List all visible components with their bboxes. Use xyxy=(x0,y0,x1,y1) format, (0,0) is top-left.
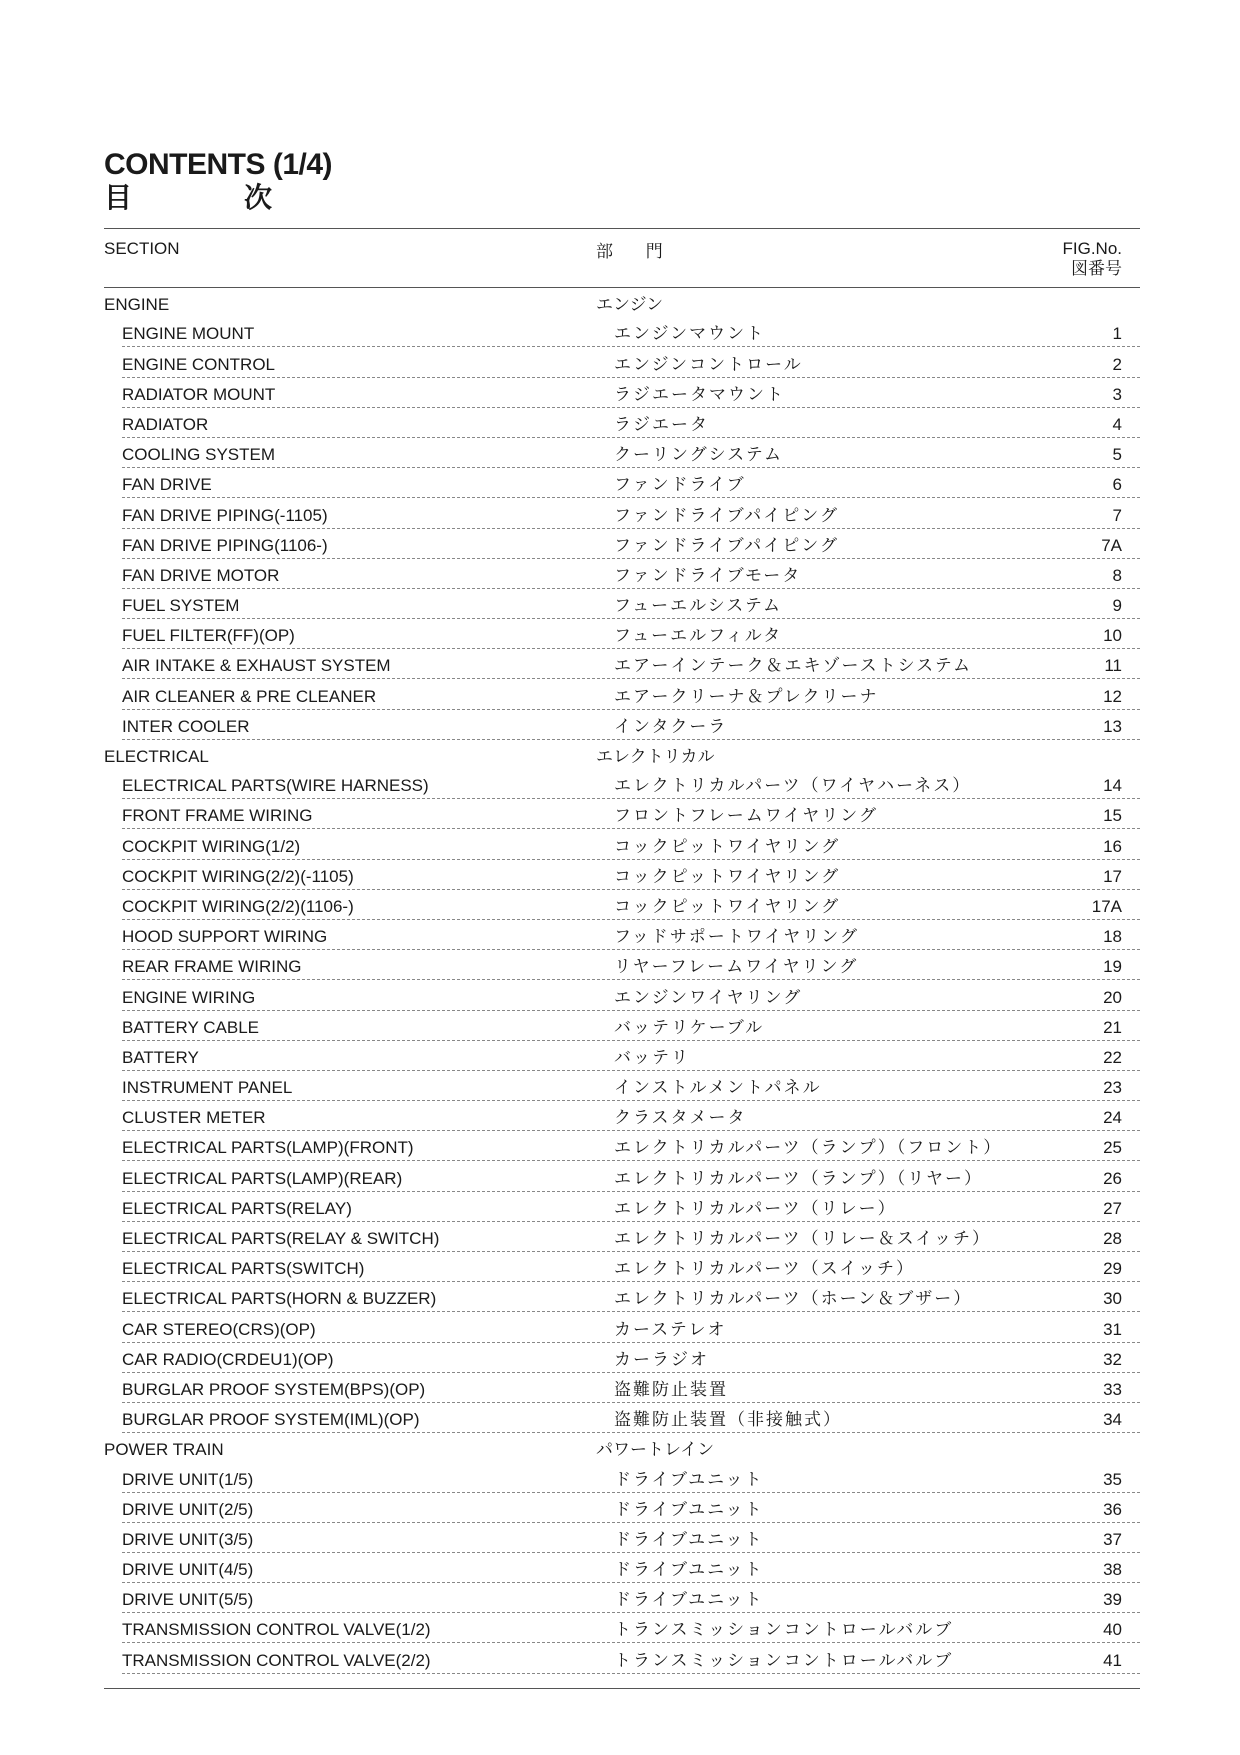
item-title: ENGINE MOUNT xyxy=(122,324,255,344)
item-fig-number: 3 xyxy=(1112,384,1122,404)
contents-item xyxy=(122,529,1140,559)
contents-item xyxy=(122,559,1140,589)
item-title-jp: ファンドライブパイピング xyxy=(614,535,839,555)
item-fig-number: 30 xyxy=(1103,1289,1122,1309)
contents-item xyxy=(122,860,1140,890)
item-title-jp: コックピットワイヤリング xyxy=(614,836,841,856)
item-title-jp: カーラジオ xyxy=(614,1349,709,1369)
item-title-jp: ラジエータ xyxy=(614,414,709,434)
item-title: BATTERY CABLE xyxy=(122,1017,259,1037)
item-fig-number: 11 xyxy=(1104,656,1122,676)
item-title: FRONT FRAME WIRING xyxy=(122,806,313,826)
item-title-jp: ファンドライブパイピング xyxy=(614,505,839,525)
item-title: FUEL FILTER(FF)(OP) xyxy=(122,626,295,646)
item-fig-number: 16 xyxy=(1103,836,1122,856)
contents-item xyxy=(122,378,1140,408)
category-title-jp: エンジン xyxy=(596,295,664,315)
item-title-jp: バッテリ xyxy=(614,1047,690,1067)
contents-item xyxy=(122,769,1140,799)
item-title-jp: ラジエータマウント xyxy=(614,384,785,404)
contents-item xyxy=(122,890,1140,920)
item-fig-number: 17 xyxy=(1103,866,1122,886)
item-fig-number: 7 xyxy=(1112,505,1122,525)
category-title-jp: パワートレイン xyxy=(596,1440,715,1460)
contents-item xyxy=(122,829,1140,859)
item-title-jp: フロントフレームワイヤリング xyxy=(614,806,878,826)
item-title-jp: 盗難防止装置 xyxy=(614,1379,728,1399)
item-title-jp: トランスミッションコントロールバルブ xyxy=(614,1650,954,1670)
item-fig-number: 29 xyxy=(1103,1259,1122,1279)
item-title: COCKPIT WIRING(1/2) xyxy=(122,836,301,856)
contents-item xyxy=(122,920,1140,950)
page-title-jp-right: 次 xyxy=(244,182,273,213)
item-title: ELECTRICAL PARTS(RELAY) xyxy=(122,1198,352,1218)
item-fig-number: 23 xyxy=(1103,1078,1122,1098)
item-fig-number: 5 xyxy=(1112,445,1122,465)
header-fig-label-jp: 図番号 xyxy=(1071,259,1122,278)
contents-list xyxy=(104,288,1140,1674)
contents-item xyxy=(122,498,1140,528)
item-title: CLUSTER METER xyxy=(122,1108,266,1128)
item-fig-number: 14 xyxy=(1103,776,1122,796)
contents-item xyxy=(122,1252,1140,1282)
contents-item xyxy=(122,438,1140,468)
header-fig-label xyxy=(1062,239,1122,279)
contents-item xyxy=(122,710,1140,740)
item-title: DRIVE UNIT(2/5) xyxy=(122,1499,254,1519)
item-fig-number: 7A xyxy=(1101,535,1122,555)
category-title: POWER TRAIN xyxy=(104,1440,224,1460)
item-fig-number: 39 xyxy=(1103,1590,1122,1610)
item-title-jp: エレクトリカルパーツ（ランプ）（フロント） xyxy=(614,1138,1003,1158)
contents-item xyxy=(122,799,1140,829)
item-title-jp: リヤーフレームワイヤリング xyxy=(614,957,859,977)
contents-item xyxy=(122,1523,1140,1553)
header-section-label: SECTION xyxy=(104,239,180,258)
item-fig-number: 35 xyxy=(1103,1469,1122,1489)
item-fig-number: 40 xyxy=(1103,1620,1122,1640)
item-fig-number: 21 xyxy=(1103,1017,1122,1037)
item-fig-number: 8 xyxy=(1112,565,1122,585)
header-section-label-jp: 部 門 xyxy=(596,242,663,261)
item-title-jp: エンジンコントロール xyxy=(614,354,803,374)
item-title: FAN DRIVE xyxy=(122,475,212,495)
header-fig-label-en: FIG.No. xyxy=(1062,239,1122,258)
contents-item xyxy=(122,1613,1140,1643)
contents-item xyxy=(122,1493,1140,1523)
item-title: TRANSMISSION CONTROL VALVE(2/2) xyxy=(122,1650,431,1670)
item-fig-number: 6 xyxy=(1112,475,1122,495)
item-title: AIR INTAKE & EXHAUST SYSTEM xyxy=(122,656,391,676)
contents-item xyxy=(122,679,1140,709)
item-title-jp: コックピットワイヤリング xyxy=(614,866,841,886)
item-title-jp: コックピットワイヤリング xyxy=(614,896,841,916)
contents-item xyxy=(122,1343,1140,1373)
table-bottom-rule xyxy=(104,1688,1140,1689)
item-title: RADIATOR xyxy=(122,414,209,434)
item-title-jp: エレクトリカルパーツ（リレー） xyxy=(614,1198,897,1218)
item-title: DRIVE UNIT(1/5) xyxy=(122,1469,254,1489)
item-title-jp: ドライブユニット xyxy=(614,1469,764,1489)
contents-item xyxy=(122,1101,1140,1131)
item-fig-number: 24 xyxy=(1103,1108,1122,1128)
item-title-jp: エレクトリカルパーツ（スイッチ） xyxy=(614,1259,915,1279)
item-title: INSTRUMENT PANEL xyxy=(122,1078,293,1098)
contents-item xyxy=(122,1282,1140,1312)
item-fig-number: 20 xyxy=(1103,987,1122,1007)
contents-item xyxy=(122,619,1140,649)
contents-item xyxy=(122,1041,1140,1071)
item-title: BURGLAR PROOF SYSTEM(IML)(OP) xyxy=(122,1410,420,1430)
item-fig-number: 38 xyxy=(1103,1560,1122,1580)
page-title-jp-left: 目 xyxy=(104,182,133,213)
item-title-jp: トランスミッションコントロールバルブ xyxy=(614,1620,954,1640)
item-title-jp: ドライブユニット xyxy=(614,1560,764,1580)
item-title-jp: インストルメントパネル xyxy=(614,1078,822,1098)
item-fig-number: 32 xyxy=(1103,1349,1122,1369)
item-fig-number: 13 xyxy=(1103,716,1122,736)
contents-item xyxy=(122,347,1140,377)
contents-item xyxy=(122,1071,1140,1101)
item-title-jp: ファンドライブモータ xyxy=(614,565,802,585)
item-title: COCKPIT WIRING(2/2)(-1105) xyxy=(122,866,354,886)
item-title: ELECTRICAL PARTS(RELAY & SWITCH) xyxy=(122,1229,440,1248)
category-row xyxy=(104,1433,1140,1462)
category-row xyxy=(104,288,1140,317)
item-fig-number: 15 xyxy=(1103,806,1122,826)
item-title-jp: エレクトリカルパーツ（ワイヤハーネス） xyxy=(614,776,972,796)
item-title: DRIVE UNIT(5/5) xyxy=(122,1590,254,1610)
item-fig-number: 33 xyxy=(1103,1379,1122,1399)
contents-item xyxy=(122,649,1140,679)
item-title: ELECTRICAL PARTS(LAMP)(FRONT) xyxy=(122,1138,414,1158)
item-fig-number: 34 xyxy=(1103,1410,1122,1430)
item-title-jp: インタクーラ xyxy=(614,716,728,736)
item-fig-number: 4 xyxy=(1112,414,1122,434)
item-title: DRIVE UNIT(3/5) xyxy=(122,1529,254,1549)
item-title: ELECTRICAL PARTS(HORN & BUZZER) xyxy=(122,1289,437,1309)
page-title: CONTENTS (1/4) xyxy=(104,148,333,181)
contents-item xyxy=(122,1583,1140,1613)
item-title: ENGINE WIRING xyxy=(122,987,256,1007)
item-title: FAN DRIVE PIPING(-1105) xyxy=(122,505,328,525)
item-title-jp: フューエルシステム xyxy=(614,596,783,616)
item-fig-number: 31 xyxy=(1103,1319,1122,1339)
item-title-jp: フューエルフィルタ xyxy=(614,626,783,646)
item-title: COCKPIT WIRING(2/2)(1106-) xyxy=(122,896,354,916)
item-title: RADIATOR MOUNT xyxy=(122,384,276,404)
item-title-jp: エレクトリカルパーツ（ホーン＆ブザー） xyxy=(614,1289,973,1309)
item-title-jp: エアークリーナ＆プレクリーナ xyxy=(614,686,879,706)
contents-item xyxy=(122,1131,1140,1161)
contents-item xyxy=(122,317,1140,347)
item-title: ELECTRICAL PARTS(LAMP)(REAR) xyxy=(122,1168,403,1188)
contents-item xyxy=(122,1553,1140,1583)
item-title: CAR RADIO(CRDEU1)(OP) xyxy=(122,1349,334,1369)
item-fig-number: 12 xyxy=(1103,686,1122,706)
item-title-jp: エレクトリカルパーツ（ランプ）（リヤー） xyxy=(614,1168,983,1188)
contents-item xyxy=(122,1161,1140,1191)
item-title: COOLING SYSTEM xyxy=(122,445,276,465)
contents-item xyxy=(122,1011,1140,1041)
contents-item xyxy=(122,980,1140,1010)
item-fig-number: 37 xyxy=(1103,1529,1122,1549)
item-title: BATTERY xyxy=(122,1047,199,1067)
item-fig-number: 10 xyxy=(1103,626,1122,646)
contents-item xyxy=(122,1192,1140,1222)
item-title-jp: ファンドライブ xyxy=(614,475,746,495)
item-fig-number: 19 xyxy=(1103,957,1122,977)
item-title: DRIVE UNIT(4/5) xyxy=(122,1560,254,1580)
contents-item xyxy=(122,1462,1140,1492)
category-title: ELECTRICAL xyxy=(104,747,209,766)
item-fig-number: 9 xyxy=(1112,596,1122,616)
item-fig-number: 36 xyxy=(1103,1499,1122,1519)
item-title-jp: ドライブユニット xyxy=(614,1499,764,1519)
item-fig-number: 17A xyxy=(1091,896,1122,916)
contents-item xyxy=(122,1643,1140,1673)
item-title: FAN DRIVE MOTOR xyxy=(122,565,280,585)
item-fig-number: 18 xyxy=(1103,927,1122,947)
item-title: HOOD SUPPORT WIRING xyxy=(122,927,328,947)
item-title-jp: エレクトリカルパーツ（リレー＆スイッチ） xyxy=(614,1229,991,1248)
item-title: CAR STEREO(CRS)(OP) xyxy=(122,1319,316,1339)
item-fig-number: 25 xyxy=(1103,1138,1122,1158)
item-fig-number: 28 xyxy=(1103,1229,1122,1248)
item-title: FUEL SYSTEM xyxy=(122,596,240,616)
item-title-jp: エアーインテーク＆エキゾーストシステム xyxy=(614,656,972,676)
item-title-jp: 盗難防止装置（非接触式） xyxy=(614,1410,842,1430)
page-title-jp xyxy=(104,182,1140,214)
contents-item xyxy=(122,1373,1140,1403)
item-title: REAR FRAME WIRING xyxy=(122,957,302,977)
table-header xyxy=(104,229,1140,287)
category-title: ENGINE xyxy=(104,295,170,315)
contents-item xyxy=(122,468,1140,498)
item-title-jp: カーステレオ xyxy=(614,1319,727,1339)
item-title-jp: エンジンマウント xyxy=(614,324,766,344)
item-title-jp: ドライブユニット xyxy=(614,1590,764,1610)
contents-item xyxy=(122,408,1140,438)
item-title: BURGLAR PROOF SYSTEM(BPS)(OP) xyxy=(122,1379,426,1399)
item-title-jp: ドライブユニット xyxy=(614,1529,764,1549)
item-fig-number: 2 xyxy=(1112,354,1122,374)
contents-page xyxy=(104,148,1140,1689)
item-title: ELECTRICAL PARTS(WIRE HARNESS) xyxy=(122,776,429,796)
contents-item xyxy=(122,1312,1140,1342)
category-title-jp: エレクトリカル xyxy=(596,747,715,766)
contents-item xyxy=(122,1222,1140,1252)
item-fig-number: 1 xyxy=(1112,324,1122,344)
item-title-jp: フッドサポートワイヤリング xyxy=(614,927,859,947)
item-title-jp: エンジンワイヤリング xyxy=(614,987,803,1007)
item-title: ELECTRICAL PARTS(SWITCH) xyxy=(122,1259,365,1279)
item-fig-number: 27 xyxy=(1103,1198,1122,1218)
contents-item xyxy=(122,950,1140,980)
item-title: TRANSMISSION CONTROL VALVE(1/2) xyxy=(122,1620,431,1640)
item-title-jp: クラスタメータ xyxy=(614,1108,747,1128)
item-title-jp: クーリングシステム xyxy=(614,445,783,465)
item-fig-number: 22 xyxy=(1103,1047,1122,1067)
contents-item xyxy=(122,1403,1140,1433)
item-fig-number: 41 xyxy=(1103,1650,1122,1670)
item-title: AIR CLEANER & PRE CLEANER xyxy=(122,686,377,706)
item-title-jp: バッテリケーブル xyxy=(614,1017,765,1037)
item-title: FAN DRIVE PIPING(1106-) xyxy=(122,535,328,555)
contents-item xyxy=(122,589,1140,619)
category-row xyxy=(104,740,1140,769)
item-title: ENGINE CONTROL xyxy=(122,354,276,374)
item-title: INTER COOLER xyxy=(122,716,250,736)
item-fig-number: 26 xyxy=(1103,1168,1122,1188)
